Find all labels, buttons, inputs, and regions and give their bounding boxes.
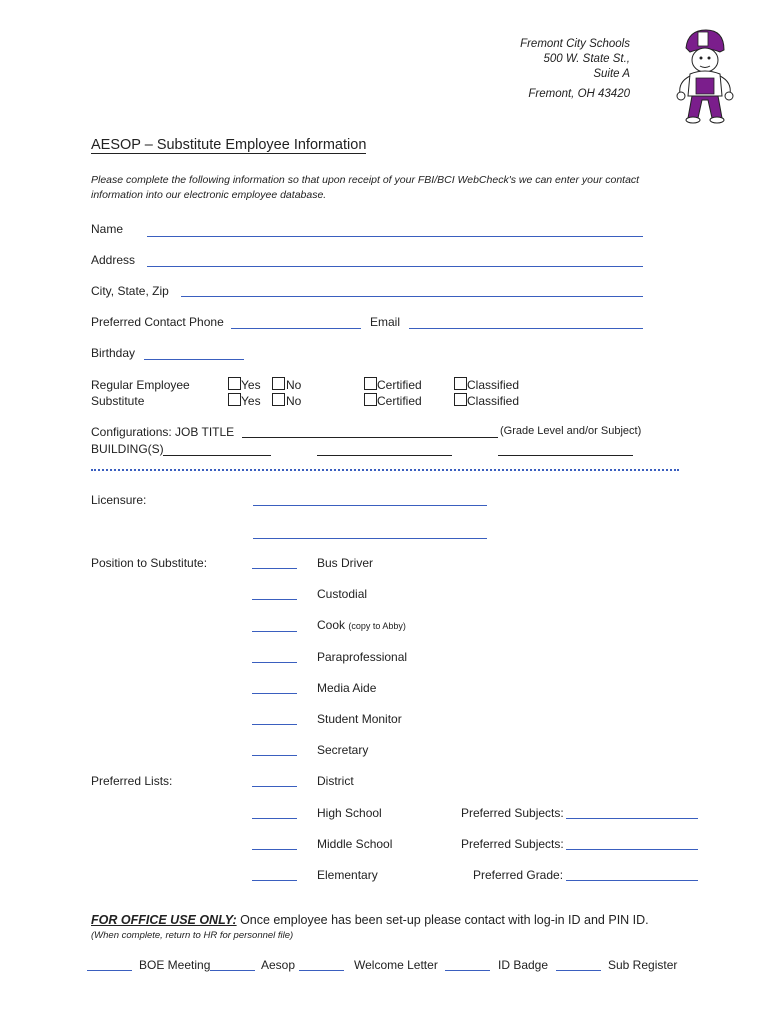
elementary-blank[interactable] (252, 880, 297, 881)
address-field[interactable] (147, 266, 643, 267)
substitute-no-checkbox[interactable] (272, 393, 285, 406)
district-blank[interactable] (252, 786, 297, 787)
substitute-no-label: No (286, 394, 302, 408)
address-label: Address (91, 253, 136, 267)
office-use-line (91, 913, 649, 927)
licensure-field-1[interactable] (253, 505, 487, 506)
page-title: AESOP – Substitute Employee Information (91, 137, 367, 153)
position-custodial: Custodial (317, 587, 368, 601)
regular-certified-checkbox[interactable] (364, 377, 377, 390)
hs-preferred-subjects-field[interactable] (566, 818, 698, 819)
licensure-label: Licensure: (91, 493, 147, 507)
building-field-2[interactable] (317, 455, 452, 456)
letterhead-street: 500 W. State St., (543, 53, 630, 65)
section-divider (91, 469, 679, 471)
position-bus-driver: Bus Driver (317, 556, 374, 570)
student-monitor-blank[interactable] (252, 724, 297, 725)
position-cook (317, 618, 406, 632)
letterhead-city: Fremont, OH 43420 (528, 88, 630, 100)
high-school-blank[interactable] (252, 818, 297, 819)
preferred-grade-field[interactable] (566, 880, 698, 881)
office-use-heading: FOR OFFICE USE ONLY: (91, 913, 237, 927)
regular-no-label: No (286, 378, 302, 392)
cook-label: Cook (317, 618, 346, 632)
preferred-lists-label: Preferred Lists: (91, 774, 173, 788)
phone-field[interactable] (231, 328, 361, 329)
building-field-1[interactable] (163, 455, 271, 456)
name-field[interactable] (147, 236, 643, 237)
birthday-label: Birthday (91, 346, 136, 360)
email-label: Email (370, 315, 401, 329)
custodial-blank[interactable] (252, 599, 297, 600)
birthday-field[interactable] (144, 359, 244, 360)
aesop-blank[interactable] (210, 970, 255, 971)
regular-certified-label: Certified (377, 378, 422, 392)
buildings-label: BUILDING(S) (91, 442, 164, 456)
aesop-label: Aesop (261, 958, 296, 972)
cook-note: (copy to Abby) (348, 621, 406, 631)
cook-blank[interactable] (252, 631, 297, 632)
sub-register-label: Sub Register (608, 958, 678, 972)
position-media-aide: Media Aide (317, 681, 377, 695)
welcome-letter-blank[interactable] (299, 970, 344, 971)
intro-line-2: information into our electronic employee database. (91, 189, 327, 201)
list-district: District (317, 774, 354, 788)
configurations-label: Configurations: JOB TITLE (91, 425, 235, 439)
city-state-zip-label: City, State, Zip (91, 284, 169, 298)
position-student-monitor: Student Monitor (317, 712, 402, 726)
intro-line-1: Please complete the following information so that upon receipt of your FBI/BCI WebCheck's we can enter your contact (91, 174, 640, 186)
licensure-field-2[interactable] (253, 538, 487, 539)
substitute-certified-checkbox[interactable] (364, 393, 377, 406)
office-use-note: (When complete, return to HR for personnel file) (91, 930, 294, 941)
position-secretary: Secretary (317, 743, 369, 757)
substitute-classified-label: Classified (467, 394, 520, 408)
building-field-3[interactable] (498, 455, 633, 456)
id-badge-label: ID Badge (498, 958, 549, 972)
regular-no-checkbox[interactable] (272, 377, 285, 390)
substitute-certified-label: Certified (377, 394, 422, 408)
paraprofessional-blank[interactable] (252, 662, 297, 663)
hs-preferred-subjects-label: Preferred Subjects: (461, 806, 564, 820)
welcome-letter-label: Welcome Letter (354, 958, 438, 972)
substitute-classified-checkbox[interactable] (454, 393, 467, 406)
grade-level-note: (Grade Level and/or Subject) (500, 425, 642, 437)
boe-meeting-label: BOE Meeting (139, 958, 211, 972)
middle-school-blank[interactable] (252, 849, 297, 850)
city-state-zip-field[interactable] (181, 296, 643, 297)
substitute-yes-label: Yes (241, 394, 261, 408)
secretary-blank[interactable] (252, 755, 297, 756)
letterhead-suite: Suite A (593, 68, 630, 80)
sub-register-blank[interactable] (556, 970, 601, 971)
ms-preferred-subjects-field[interactable] (566, 849, 698, 850)
substitute-label: Substitute (91, 394, 145, 408)
position-paraprofessional: Paraprofessional (317, 650, 408, 664)
list-middle-school: Middle School (317, 837, 393, 851)
preferred-grade-label: Preferred Grade: (473, 868, 564, 882)
letterhead-org: Fremont City Schools (520, 38, 630, 50)
list-high-school: High School (317, 806, 382, 820)
bus-driver-blank[interactable] (252, 568, 297, 569)
media-aide-blank[interactable] (252, 693, 297, 694)
office-use-text: Once employee has been set-up please contact with log-in ID and PIN ID. (236, 913, 649, 927)
boe-meeting-blank[interactable] (87, 970, 132, 971)
substitute-yes-checkbox[interactable] (228, 393, 241, 406)
regular-yes-checkbox[interactable] (228, 377, 241, 390)
position-label: Position to Substitute: (91, 556, 208, 570)
regular-employee-label: Regular Employee (91, 378, 190, 392)
name-label: Name (91, 222, 124, 236)
mascot-logo (668, 26, 740, 126)
regular-classified-checkbox[interactable] (454, 377, 467, 390)
phone-label: Preferred Contact Phone (91, 315, 224, 329)
job-title-field[interactable] (242, 437, 498, 438)
regular-yes-label: Yes (241, 378, 261, 392)
regular-classified-label: Classified (467, 378, 520, 392)
list-elementary: Elementary (317, 868, 378, 882)
email-field[interactable] (409, 328, 643, 329)
id-badge-blank[interactable] (445, 970, 490, 971)
ms-preferred-subjects-label: Preferred Subjects: (461, 837, 564, 851)
